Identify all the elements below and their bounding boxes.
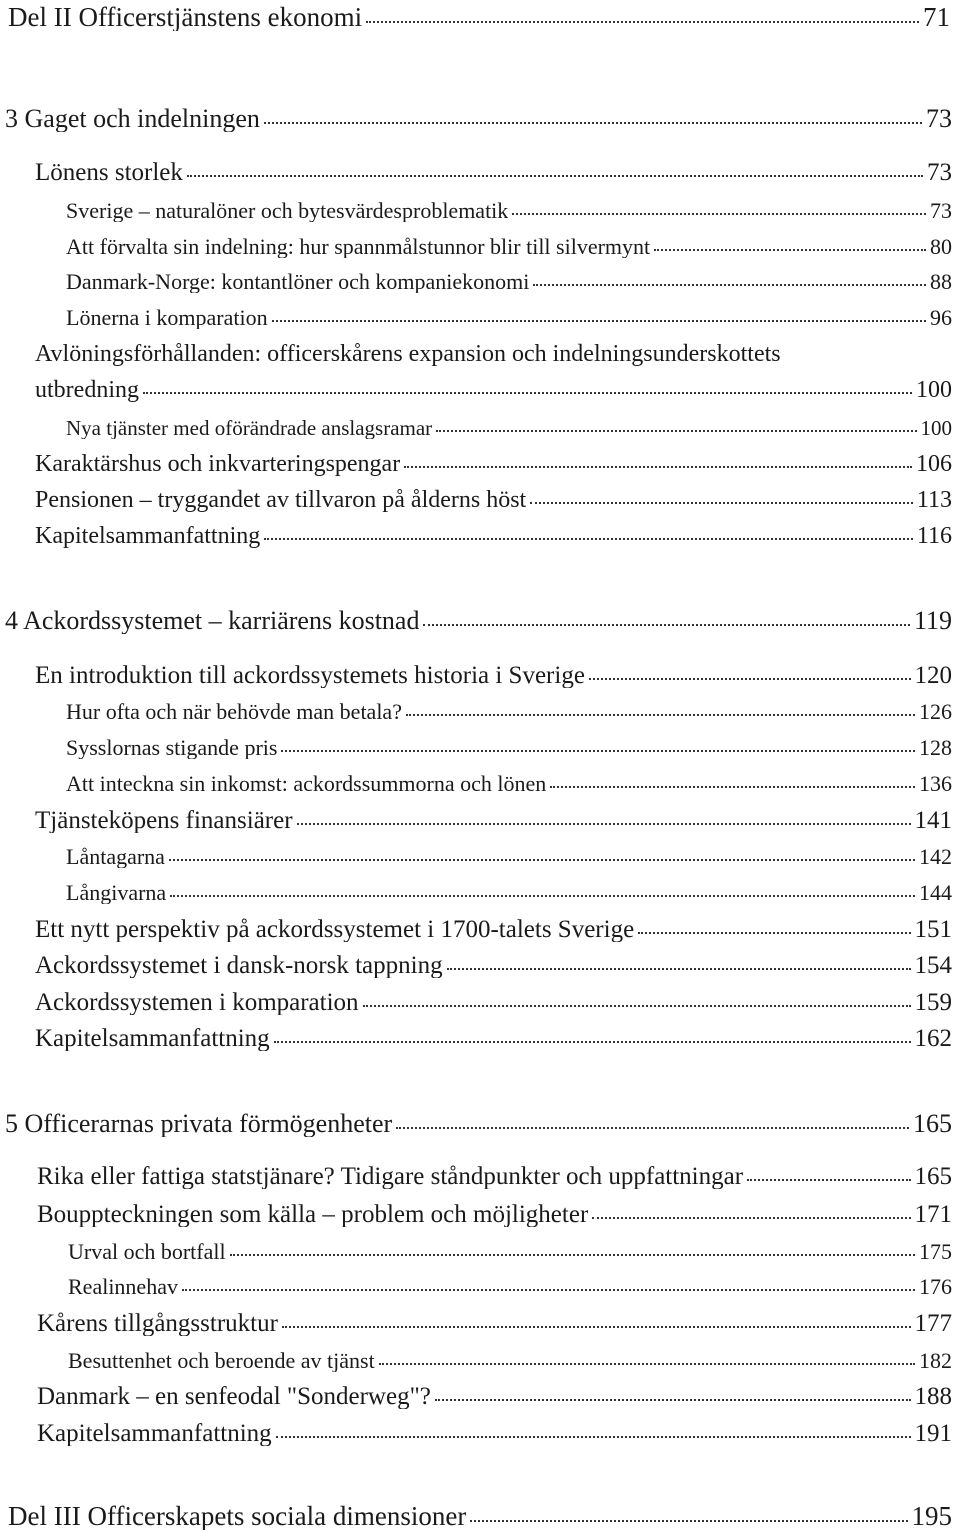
toc-entry-page: 73 <box>927 159 952 186</box>
toc-entry <box>5 1111 952 1137</box>
toc-entry <box>66 882 952 904</box>
toc-entry <box>5 608 952 634</box>
toc-entry-page: 120 <box>914 662 952 689</box>
toc-entry <box>35 808 952 833</box>
toc-entry-title: Bouppteckningen som källa – problem och möjligheter <box>37 1202 589 1227</box>
toc-entry-title: Ackordssystemet i dansk-norsk tappning <box>35 953 443 978</box>
dot-leader <box>230 1254 915 1256</box>
toc-entry <box>68 1350 952 1372</box>
toc-entry <box>66 701 952 723</box>
toc-entry-title: Nya tjänster med oförändrade anslagsramar <box>66 418 433 439</box>
toc-entry-title: Besuttenhet och beroende av tjänst <box>68 1350 375 1372</box>
toc-entry-title: Sverige – naturalöner och bytesvärdesproblematik <box>66 200 509 222</box>
toc-entry-title: Ett nytt perspektiv på ackordssystemet i 1700-talets Sverige <box>35 917 635 942</box>
toc-entry <box>66 236 952 258</box>
toc-entry-page: 191 <box>914 1420 952 1447</box>
toc-entry-page: 100 <box>916 377 952 403</box>
toc-entry-page: 142 <box>919 844 952 869</box>
dot-leader <box>435 1399 911 1401</box>
toc-entry <box>35 488 952 512</box>
toc-entry-title: Att inteckna sin inkomst: ackordssummorna och lönen <box>66 773 547 795</box>
dot-leader <box>654 249 926 251</box>
dot-leader <box>589 678 911 680</box>
toc-entry <box>37 1202 952 1227</box>
toc-entry-page: 159 <box>914 989 952 1016</box>
toc-entry-title: En introduktion till ackordssystemets historia i Sverige <box>35 663 585 688</box>
dot-leader <box>747 1179 910 1181</box>
toc-entry <box>68 1276 952 1298</box>
toc-entry-title: Hur ofta och när behövde man betala? <box>66 701 402 723</box>
toc-entry-title: Att förvalta sin indelning: hur spannmålstunnor blir till silvermynt <box>66 236 651 258</box>
toc-entry <box>37 1311 952 1336</box>
toc-entry <box>68 1241 952 1263</box>
toc-entry <box>35 953 952 978</box>
dot-leader <box>550 786 915 788</box>
toc-entry <box>66 200 952 222</box>
dot-leader <box>182 1289 915 1291</box>
dot-leader <box>170 895 915 897</box>
toc-entry <box>5 106 952 132</box>
toc-entry-title: 5 Officerarnas privata förmögenheter <box>5 1111 393 1137</box>
toc-entry-page: 165 <box>913 1109 952 1138</box>
toc-entry-page: 96 <box>930 305 952 330</box>
toc-entry <box>37 1421 952 1446</box>
toc-entry-title: Realinnehav <box>68 1276 178 1298</box>
toc-entry <box>37 1164 952 1189</box>
dot-leader <box>276 1436 911 1438</box>
toc-entry <box>66 307 952 329</box>
toc-entry-page: 80 <box>930 234 952 259</box>
toc-entry-title: Kapitelsammanfattning <box>35 1026 270 1051</box>
toc-entry-page: 119 <box>913 606 952 635</box>
dot-leader <box>272 320 926 322</box>
toc-entry-page: 176 <box>919 1274 952 1299</box>
toc-entry-page: 175 <box>919 1239 952 1264</box>
toc-entry-page: 73 <box>926 104 952 133</box>
dot-leader <box>592 1217 910 1219</box>
toc-entry <box>66 846 952 868</box>
dot-leader <box>264 122 922 124</box>
dot-leader <box>282 1326 911 1328</box>
toc-entry-title: Del III Officerskapets sociala dimensioner <box>8 1503 467 1530</box>
toc-entry-page: 71 <box>923 2 950 32</box>
toc-entry-page: 88 <box>930 269 952 294</box>
toc-entry-title: Karaktärshus och inkvarteringspengar <box>35 452 401 476</box>
toc-entry-page: 100 <box>920 416 952 440</box>
toc-entry-title: Del II Officerstjänstens ekonomi <box>8 4 363 31</box>
toc-entry-title: Rika eller fattiga statstjänare? Tidigare ståndpunkter och uppfattningar <box>37 1164 744 1189</box>
toc-entry-title: Pensionen – tryggandet av tillvaron på ålderns höst <box>35 488 527 512</box>
toc-entry <box>35 1026 952 1051</box>
dot-leader <box>264 538 913 540</box>
dot-leader <box>447 968 911 970</box>
dot-leader <box>143 392 912 394</box>
dot-leader <box>169 859 915 861</box>
toc-entry <box>35 524 952 548</box>
toc-entry-page: 165 <box>914 1163 952 1190</box>
toc-entry <box>66 418 952 439</box>
dot-leader <box>297 823 911 825</box>
toc-entry-title: Lönerna i komparation <box>66 307 268 329</box>
toc-entry-title: Urval och bortfall <box>68 1241 226 1263</box>
toc-entry-page: 73 <box>930 198 952 223</box>
toc-entry-title: Sysslornas stigande pris <box>66 737 278 759</box>
toc-entry-page: 171 <box>914 1201 952 1228</box>
dot-leader <box>274 1041 911 1043</box>
toc-entry-title: Ackordssystemen i komparation <box>35 990 359 1015</box>
toc-entry-title: utbredning <box>35 378 139 402</box>
toc-entry-title: Kårens tillgångsstruktur <box>37 1311 278 1336</box>
toc-entry-title: Danmark-Norge: kontantlöner och kompaniekonomi <box>66 271 530 293</box>
toc-entry-page: 188 <box>914 1383 952 1410</box>
toc-entry <box>66 737 952 759</box>
toc-entry <box>8 4 950 31</box>
toc-entry-page: 141 <box>914 807 952 834</box>
toc-entry <box>8 1503 952 1530</box>
dot-leader <box>187 175 923 177</box>
toc-entry <box>66 271 952 293</box>
toc-entry <box>35 990 952 1015</box>
toc-entry-page: 177 <box>914 1310 952 1337</box>
dot-leader <box>436 430 916 432</box>
toc-entry-title-line: Avlöningsförhållanden: officerskårens expansion och indelningsunderskottets <box>35 341 781 367</box>
dot-leader <box>406 714 915 716</box>
toc-entry <box>35 917 952 942</box>
toc-entry-title: 3 Gaget och indelningen <box>5 106 260 132</box>
dot-leader <box>404 466 912 468</box>
toc-entry-page: 136 <box>919 771 952 796</box>
dot-leader <box>512 213 926 215</box>
dot-leader <box>281 750 915 752</box>
toc-entry <box>35 452 952 476</box>
toc-entry <box>37 1384 952 1409</box>
toc-entry-page: 116 <box>916 523 952 549</box>
dot-leader <box>423 624 909 626</box>
toc-entry-page: 195 <box>911 1501 952 1531</box>
toc-entry-page: 106 <box>916 451 952 477</box>
toc-entry-title: Kapitelsammanfattning <box>35 524 261 548</box>
toc-entry-page: 128 <box>919 735 952 760</box>
dot-leader <box>638 932 910 934</box>
dot-leader <box>530 502 913 504</box>
dot-leader <box>533 284 926 286</box>
toc-entry <box>35 160 952 185</box>
toc-entry-title: Kapitelsammanfattning <box>37 1421 272 1446</box>
toc-entry-title: Långivarna <box>66 882 167 904</box>
toc-entry-title: Tjänsteköpens finansiärer <box>35 808 293 833</box>
toc-entry-page: 154 <box>914 952 952 979</box>
toc-entry-page: 162 <box>914 1025 952 1052</box>
toc-entry-title: 4 Ackordssystemet – karriärens kostnad <box>5 608 420 634</box>
dot-leader <box>379 1363 915 1365</box>
dot-leader <box>366 21 919 23</box>
toc-entry-title: Danmark – en senfeodal "Sonderweg"? <box>37 1384 431 1409</box>
toc-entry-page: 144 <box>919 880 952 905</box>
toc-entry-title: Lönens storlek <box>35 160 183 185</box>
toc-entry-page: 151 <box>914 916 952 943</box>
toc-entry-page: 113 <box>916 487 952 513</box>
toc-entry-title: Låntagarna <box>66 846 165 868</box>
toc-entry-page: 182 <box>919 1348 952 1373</box>
toc-entry-page: 126 <box>919 699 952 724</box>
toc-entry <box>35 378 952 402</box>
toc-entry <box>66 773 952 795</box>
toc-entry <box>35 663 952 688</box>
dot-leader <box>363 1005 911 1007</box>
dot-leader <box>470 1520 907 1522</box>
dot-leader <box>396 1127 909 1129</box>
